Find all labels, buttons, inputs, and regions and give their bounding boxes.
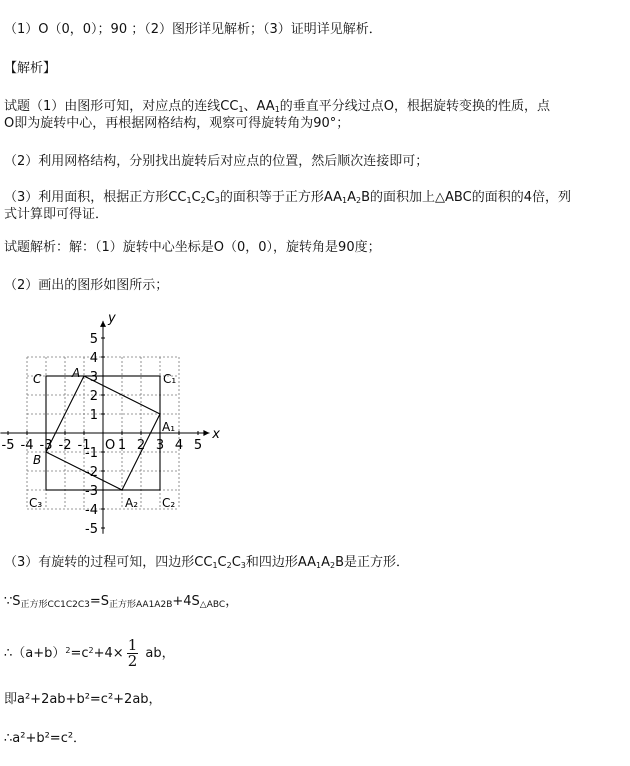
analysis-p1-prefix: 试题（1）由图形可知，对应点的连线CC [4,99,239,114]
analysis-p2: （2）利用网格结构，分别找出旋转后对应点的位置，然后顺次连接即可； [4,154,429,169]
y-axis-arrow [100,321,106,327]
x-tick-label: 3 [155,438,165,453]
sub-1e: 1 [212,561,218,570]
x-tick-label: -3 [39,438,53,453]
eq2-sq2: 2 [88,646,94,655]
y-tick-label: 2 [89,389,98,404]
equation-4: ∴a²+b²=c²． [4,731,87,746]
y-tick-label: -3 [85,484,98,499]
sub-1d: 1 [342,196,348,205]
y-tick-label: -5 [85,522,98,535]
analysis-p1-mid: 的垂直平分线过点O，根据旋转变换的性质，点 [279,99,551,114]
x-axis-arrow [203,430,209,436]
sub-3a: 3 [214,196,220,205]
analysis-p1-line2: O即为旋转中心，再根据网格结构，观察可得旋转角为90°； [4,116,350,131]
y-tick-label: 1 [89,408,98,423]
x-tick-label: -2 [58,438,72,453]
analysis-heading: 【解析】 [4,61,57,76]
eq1-sub3: △ABC [199,600,226,610]
eq1-a: ∵S [4,594,21,609]
point-label-a: A [72,366,81,380]
point-label-c3: C₃ [29,496,43,510]
sub-2d: 2 [330,561,336,570]
y-tick-label: -2 [85,465,98,480]
eq2-d: ab， [141,646,175,661]
fraction-half [127,638,139,669]
eq2-a: ∴（a+b） [4,646,66,661]
sub-2b: 2 [356,196,362,205]
analysis-p1-sep: 、AA [243,99,275,114]
c-letter-2: C [205,190,215,205]
c-letter: C [191,190,201,205]
solution-part3-b: 和四边形AA [245,555,317,570]
solution-intro: 试题解析：解：（1）旋转中心坐标是O（0，0），旋转角是90度； [4,240,381,255]
x-tick-label: -5 [1,438,15,453]
eq1-b: =S [89,594,110,609]
solution-part3-c: B是正方形． [335,555,410,570]
analysis-p3-line2: 式计算即可得证． [4,207,109,222]
analysis-p3-a: （3）利用面积，根据正方形CC [4,190,187,205]
equation-1 [4,594,238,613]
sub-1b: 1 [274,105,280,114]
eq2-c: +4× [93,646,124,661]
x-tick-label: 1 [117,438,127,453]
x-tick-label: 2 [136,438,146,453]
x-axis-label: x [212,427,220,442]
labels [2,311,221,535]
sub-1c: 1 [186,196,192,205]
answer-text: （1）O（0，0）；90 ；（2）图形详见解析；（3）证明详见解析． [4,22,382,37]
solution-part3-a: （3）有旋转的过程可知，四边形CC [4,555,213,570]
x-tick-label: 5 [193,438,203,453]
analysis-p3-c: B的面积加上△ABC的面积的4倍，列 [361,190,571,205]
equation-2 [4,633,175,672]
frac-den: 2 [127,652,138,670]
x-tick-label: -1 [77,438,91,453]
solution-part2: （2）画出的图形如图所示； [4,278,169,293]
x-tick-label: -4 [20,438,34,453]
a-letter: A [347,190,357,205]
point-label-c: C [33,372,42,386]
coordinate-figure [0,305,230,535]
y-tick-label: 4 [89,351,98,366]
y-tick-label: 5 [89,332,98,347]
y-axis-label: y [108,310,116,326]
origin-label: O [105,438,116,453]
frac-num: 1 [127,636,138,654]
point-label-c1: C₁ [163,372,177,386]
sub-2a: 2 [200,196,206,205]
sub-3b: 3 [240,561,246,570]
y-tick-label: -4 [85,503,98,518]
sub-1: 1 [238,105,244,114]
sub-1f: 1 [316,561,322,570]
a-letter-2: A [321,555,331,570]
c-letter-4: C [231,555,241,570]
eq2-sq1: 2 [65,646,71,655]
x-tick-label: 4 [174,438,184,453]
eq1-d: ， [225,594,239,609]
c-letter-3: C [217,555,227,570]
solution-part3 [4,555,409,574]
point-label-b: B [33,453,42,467]
eq2-b: =c [70,646,89,661]
eq1-sub2: 正方形AA1A2B [109,600,173,610]
point-label-a2: A₂ [125,496,139,510]
answer-line [4,22,382,38]
sub-2c: 2 [226,561,232,570]
y-tick-label: -1 [85,446,98,461]
eq1-c: +4S [172,594,200,609]
point-label-a1: A₁ [162,420,176,434]
point-label-c2: C₂ [162,496,176,510]
y-tick-label: 3 [89,370,98,385]
analysis-p3-b: 的面积等于正方形AA [219,190,343,205]
equation-3: 即a²+2ab+b²=c²+2ab， [4,692,162,707]
eq1-sub1: 正方形CC1C2C3 [20,600,90,610]
